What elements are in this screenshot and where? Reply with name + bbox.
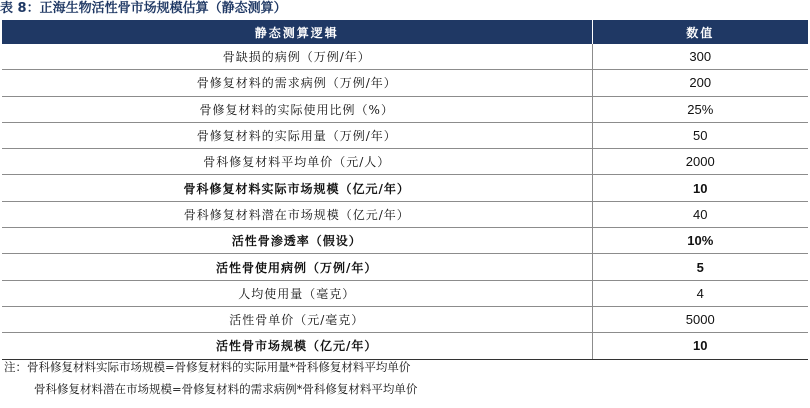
- row-value: 5000: [592, 306, 808, 332]
- table-row: [2, 280, 808, 306]
- table-body: [2, 44, 808, 359]
- row-label: 骨修复材料的实际用量（万例/年）: [2, 122, 592, 148]
- row-label: 人均使用量（毫克）: [2, 280, 592, 306]
- row-label: 骨科修复材料潜在市场规模（亿元/年）: [2, 201, 592, 227]
- row-label: 活性骨使用病例（万例/年）: [2, 254, 592, 280]
- row-value: 200: [592, 70, 808, 96]
- table-row: [2, 201, 808, 227]
- row-label: 活性骨单价（元/毫克）: [2, 306, 592, 332]
- row-label: 骨缺损的病例（万例/年）: [2, 44, 592, 70]
- row-value: 300: [592, 44, 808, 70]
- table-title: 表 8：正海生物活性骨市场规模估算（静态测算）: [0, 1, 287, 16]
- row-value: 10: [592, 175, 808, 201]
- table-row: [2, 44, 808, 70]
- table-row: [2, 70, 808, 96]
- header-row: [2, 20, 808, 44]
- row-value: 4: [592, 280, 808, 306]
- row-value: 5: [592, 254, 808, 280]
- row-label: 骨科修复材料平均单价（元/人）: [2, 149, 592, 175]
- note-line-2: 骨科修复材料潜在市场规模=骨修复材料的需求病例*骨科修复材料平均单价: [34, 382, 418, 396]
- header-logic: 静态测算逻辑: [2, 20, 592, 44]
- table-row: [2, 122, 808, 148]
- row-value: 40: [592, 201, 808, 227]
- note-line-1: 注：骨科修复材料实际市场规模=骨修复材料的实际用量*骨科修复材料平均单价: [4, 360, 411, 374]
- row-value: 25%: [592, 96, 808, 122]
- row-value: 2000: [592, 149, 808, 175]
- table-row: [2, 149, 808, 175]
- row-value: 10%: [592, 228, 808, 254]
- row-label: 骨修复材料的实际使用比例（%）: [2, 96, 592, 122]
- table-row: [2, 306, 808, 332]
- market-size-table: [2, 20, 808, 360]
- notes: [4, 356, 417, 400]
- row-value: 10: [592, 333, 808, 359]
- table-row: [2, 96, 808, 122]
- table-row: [2, 228, 808, 254]
- table-row: [2, 254, 808, 280]
- row-label: 骨科修复材料实际市场规模（亿元/年）: [2, 175, 592, 201]
- table-row: [2, 175, 808, 201]
- row-value: 50: [592, 122, 808, 148]
- row-label: 活性骨市场规模（亿元/年）: [2, 333, 592, 359]
- header-value: 数值: [592, 20, 808, 44]
- row-label: 活性骨渗透率（假设）: [2, 228, 592, 254]
- row-label: 骨修复材料的需求病例（万例/年）: [2, 70, 592, 96]
